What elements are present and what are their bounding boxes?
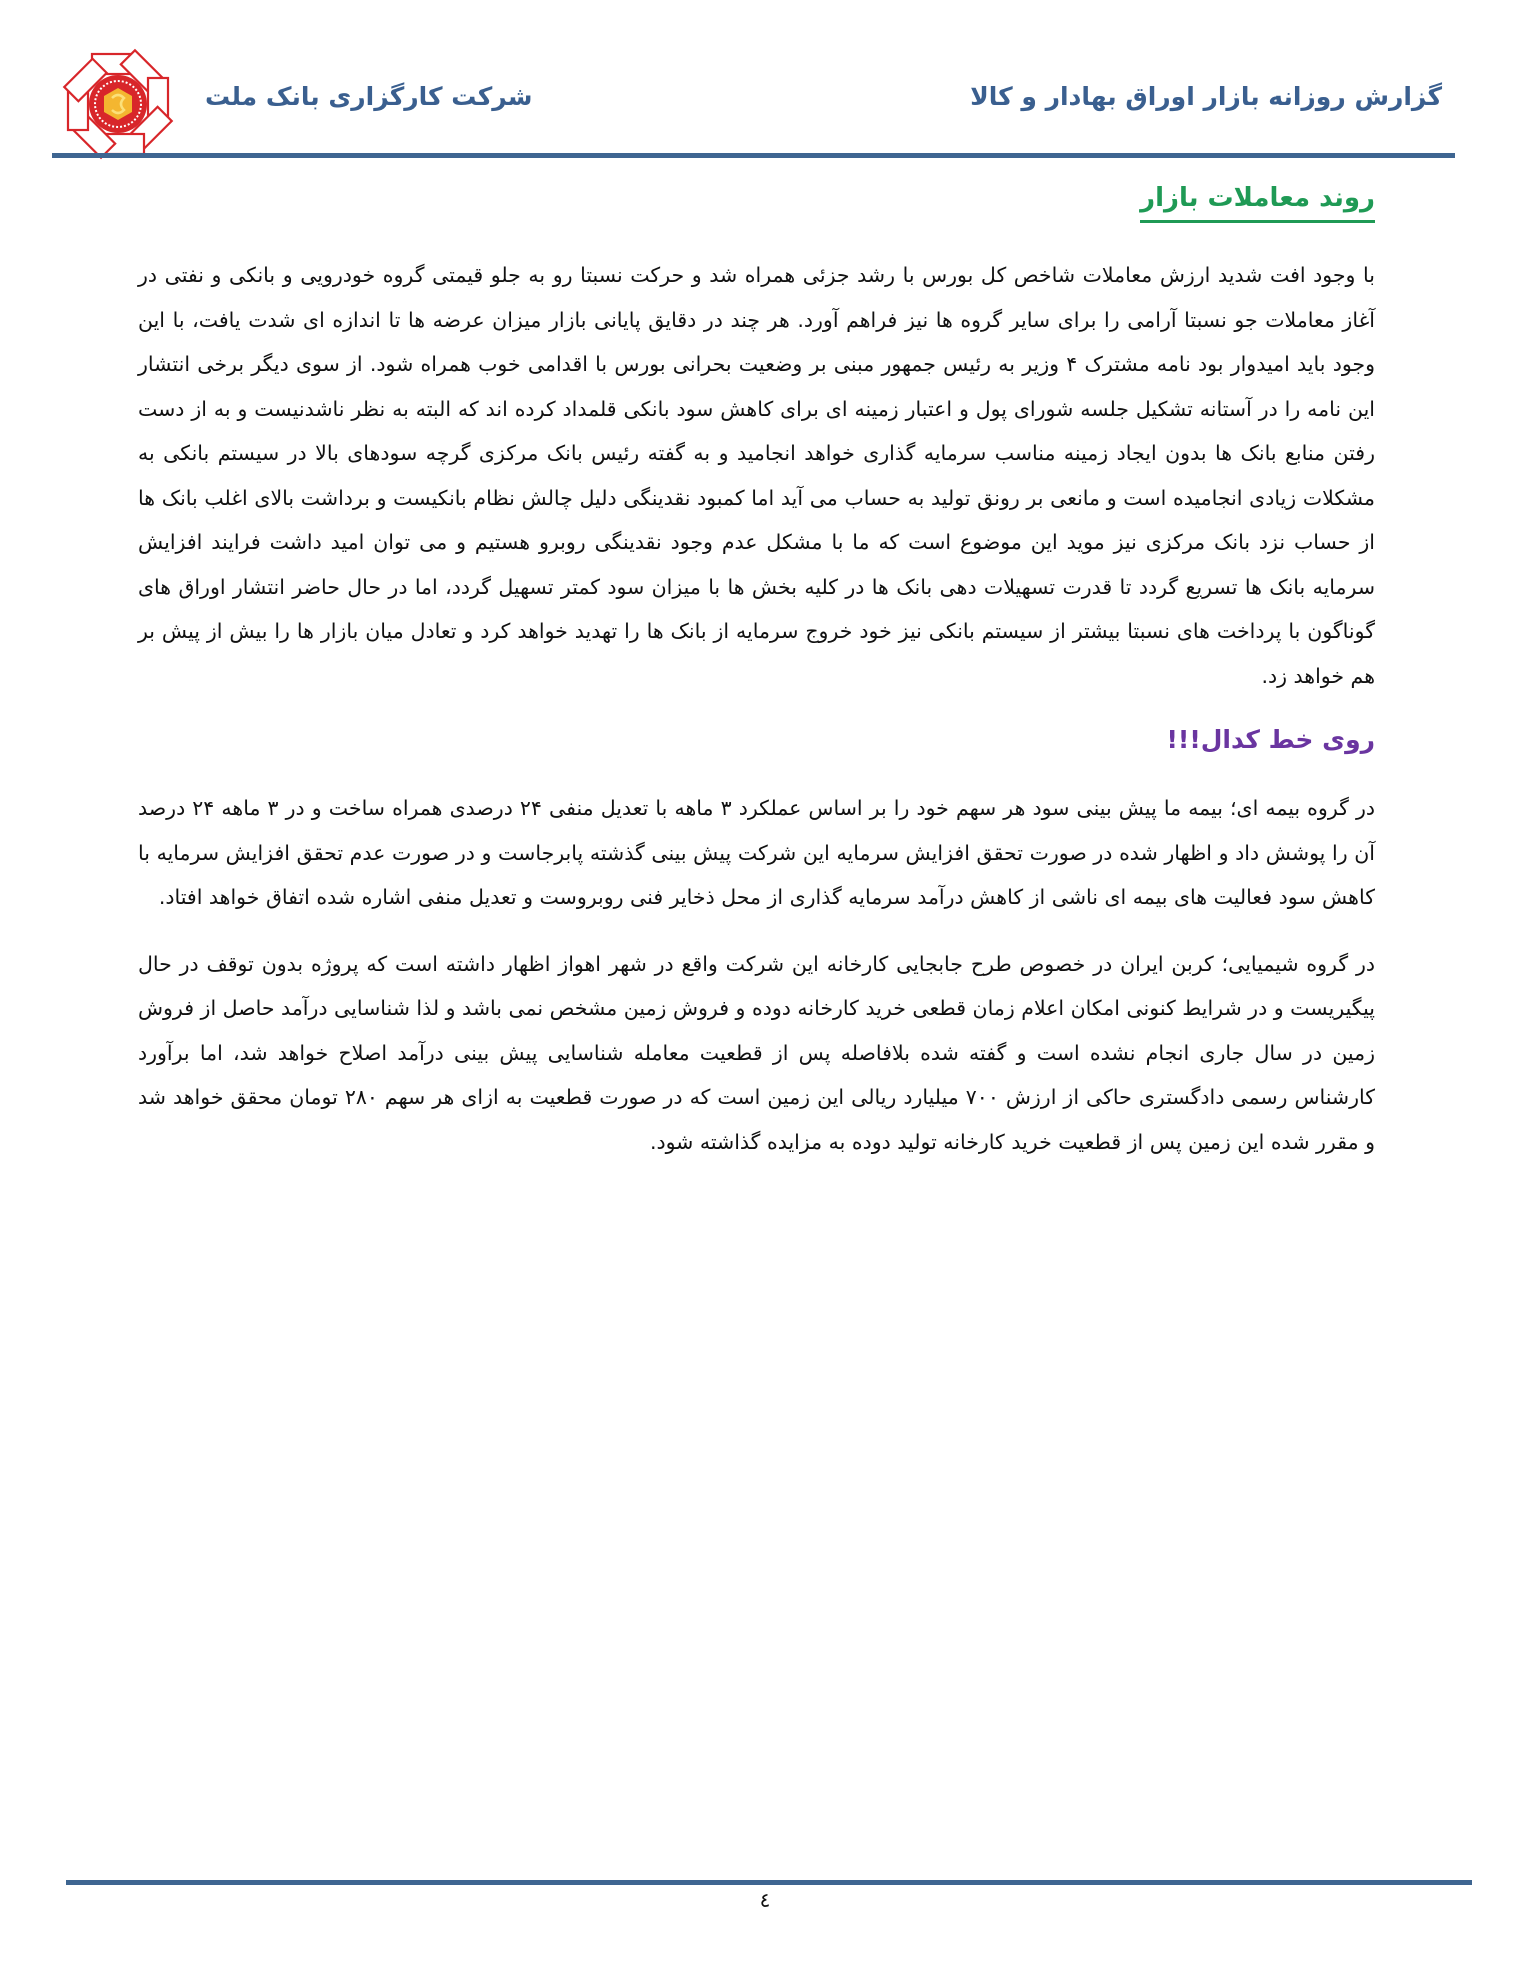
section-heading: روند معاملات بازار (1140, 178, 1375, 223)
report-title: گزارش روزانه بازار اوراق بهادار و کالا (970, 82, 1442, 111)
section-market-trend (138, 178, 1375, 698)
section-paragraph: با وجود افت شدید ارزش معاملات شاخص کل بورس با رشد جزئی همراه شد و حرکت نسبتا رو به جلو قیمتی گروه خودرویی و بانکی و نفتی در آغاز معاملات جو نسبتا آرامی را برای سایر گروه ها نیز فراهم آورد. هر چند در دقایق پایانی بازار میزان عرضه ها تا اندازه ای شدت یافت، با این وجود باید امیدوار بود نامه مشترک ۴ وزیر به رئیس جمهور مبنی بر وضعیت بحرانی بورس با اقدامی خوب همراه شود. از سوی دیگر برخی انتشار این نامه را در آستانه تشکیل جلسه شورای پول و اعتبار زمینه ای برای کاهش سود بانکی قلمداد کرده اند که البته به نظر ناشدنیست و به از دست رفتن منابع بانک ها بدون ایجاد زمینه مناسب سرمایه گذاری خواهد انجامید و به گفته رئیس بانک مرکزی گرچه سودهای بالا در سیستم بانکی به مشکلات زیادی انجامیده است و مانعی بر رونق تولید به حساب می آید اما کمبود نقدینگی دلیل چالش نظام بانکیست و برداشت بالای اغلب بانک ها از حساب نزد بانک مرکزی نیز موید این موضوع است که ما با مشکل عدم وجود نقدینگی روبرو هستیم و می توان امید داشت فرایند افزایش سرمایه بانک ها تسریع گردد تا قدرت تسهیلات دهی بانک ها در کلیه بخش ها با میزان سود کمتر تسهیل گردد، اما در حال حاضر انتشار اوراق های گوناگون با پرداخت های نسبتا بیشتر از سیستم بانکی نیز خود خروج سرمایه از بانک ها را تهدید خواهد کرد و تعادل میان بازار ها را بیش از پیش بر هم خواهد زد. (138, 263, 1375, 688)
section-codal (138, 720, 1375, 1164)
header-divider (52, 153, 1455, 158)
section-heading: روی خط کدال!!! (1166, 725, 1375, 754)
section-paragraph: در گروه بیمه ای؛ بیمه ما پیش بینی سود هر سهم خود را بر اساس عملکرد ۳ ماهه با تعدیل منفی ۲۴ درصدی همراه ساخت و در ۳ ماهه ۲۴ درصد آن را پوشش داد و اظهار شده در صورت تحقق افزایش سرمایه این شرکت پیش بینی گذشته پابرجاست و در صورت عدم تحقق افزایش سرمایه با کاهش سود فعالیت های بیمه ای ناشی از کاهش درآمد سرمایه گذاری از محل ذخایر فنی روبروست و تعدیل منفی اشاره شده اتفاق خواهد افتاد. (138, 796, 1376, 909)
report-body (138, 178, 1375, 1186)
footer-divider (66, 1880, 1472, 1885)
mellat-bank-logo (62, 48, 174, 160)
page-number: ٤ (759, 1888, 771, 1912)
logo-graphic (62, 48, 174, 160)
company-name: شرکت کارگزاری بانک ملت (205, 82, 533, 111)
section-paragraph: در گروه شیمیایی؛ کربن ایران در خصوص طرح جابجایی کارخانه این شرکت واقع در شهر اهواز اظهار داشته است که پروژه بدون توقف در حال پیگیریست و در شرایط کنونی امکان اعلام زمان قطعی خرید کارخانه دوده و فروش زمین مشخص نمی باشد و لذا شناسایی درآمد حاصل از فروش زمین در سال جاری انجام نشده است و گفته شده بلافاصله پس از قطعیت معامله شناسایی پیش بینی درآمد اصلاح خواهد شد، اما برآورد کارشناس رسمی دادگستری حاکی از ارزش ۷۰۰ میلیارد ریالی این زمین است که در صورت قطعیت به ازای هر سهم ۲۸۰ تومان محقق خواهد شد و مقرر شده این زمین پس از قطعیت خرید کارخانه تولید دوده به مزایده گذاشته شود. (138, 951, 1375, 1154)
